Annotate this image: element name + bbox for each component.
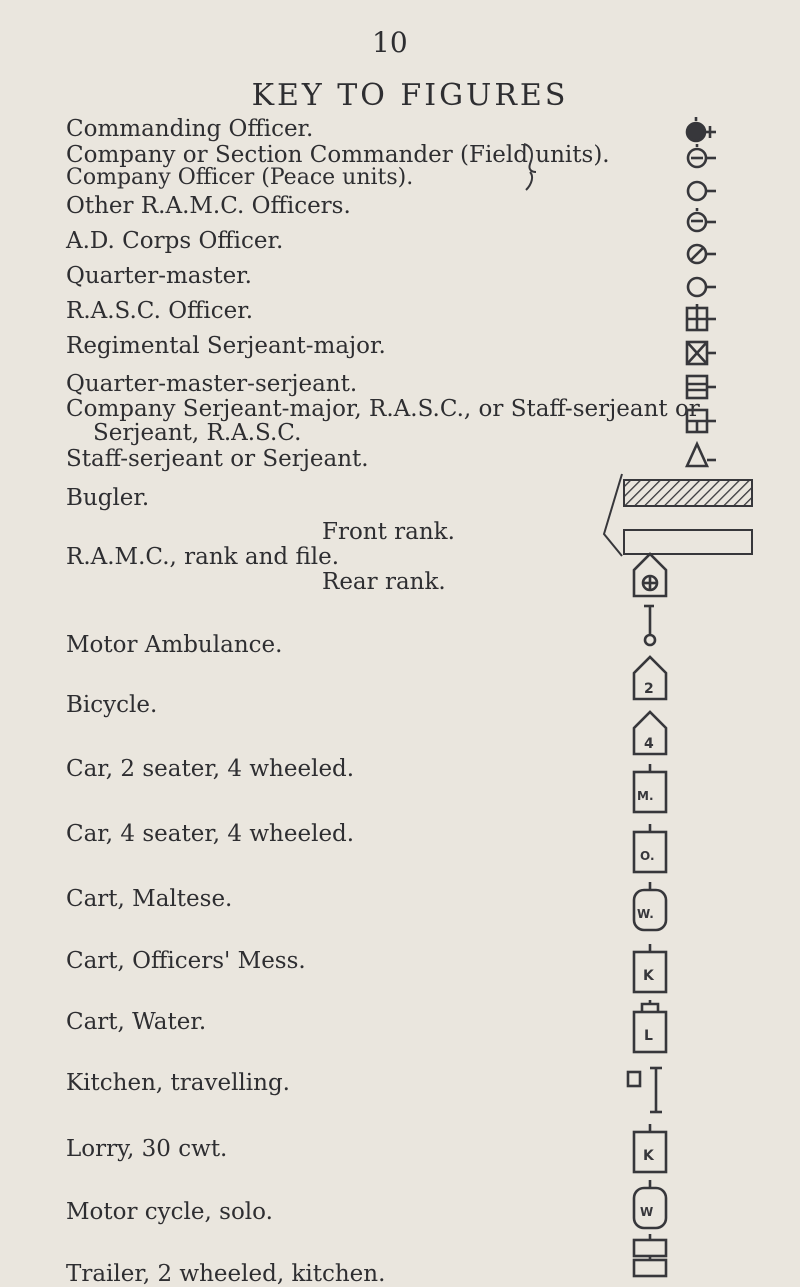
entry-commanding-officer: Commanding Officer.	[66, 116, 314, 142]
bicycle-icon	[634, 600, 664, 654]
front-rank-hatched-bar	[622, 478, 754, 514]
page-number: 10	[372, 26, 408, 59]
kitchen-travelling-letter: K	[643, 968, 654, 984]
lorry-letter: L	[644, 1028, 653, 1044]
entry-bugler: Bugler.	[66, 485, 150, 511]
entry-regimental-serjeant-major: Regimental Serjeant-major.	[66, 333, 386, 359]
entry-other-ramc-officers: Other R.A.M.C. Officers.	[66, 193, 351, 219]
entry-car-4-seater: Car, 4 seater, 4 wheeled.	[66, 821, 355, 847]
entry-motor-cycle: Motor cycle, solo.	[66, 1199, 273, 1225]
entry-cart-maltese: Cart, Maltese.	[66, 886, 233, 912]
entry-cart-officers-mess: Cart, Officers' Mess.	[66, 948, 306, 974]
cart-water-icon	[628, 882, 672, 938]
entry-ramc-rank-and-file: R.A.M.C., rank and file.	[66, 544, 340, 570]
entry-serjeant-rasc: Serjeant, R.A.S.C.	[93, 420, 302, 446]
car-2-seater-letter: 2	[644, 681, 654, 697]
rasc-officer-icon	[682, 272, 718, 306]
brace-icon	[522, 142, 542, 192]
motor-ambulance-icon	[628, 550, 672, 604]
cart-officers-mess-letter: O.	[640, 849, 655, 863]
quarter-master-icon	[682, 239, 718, 273]
ad-corps-officer-icon	[682, 207, 718, 241]
entry-rear-rank: Rear rank.	[322, 569, 446, 595]
cart-maltese-icon	[628, 764, 672, 820]
rank-bracket-icon	[600, 470, 624, 570]
trailer-water-letter: W	[640, 1205, 654, 1219]
trailer-water-icon	[628, 1180, 672, 1236]
cart-water-letter: W.	[637, 907, 654, 921]
ramc-officer-icon	[682, 176, 718, 210]
entry-quarter-master: Quarter-master.	[66, 263, 252, 289]
lorry-icon	[628, 1000, 672, 1060]
cart-maltese-letter: M.	[637, 789, 654, 803]
cart-officers-mess-icon	[628, 824, 672, 880]
kitchen-travelling-icon	[628, 944, 672, 1000]
quarter-master-serjeant-icon	[682, 338, 718, 372]
entry-quarter-master-serjeant: Quarter-master-serjeant.	[66, 371, 358, 397]
car-2-seater-icon	[628, 653, 672, 707]
page-title: KEY TO FIGURES	[251, 78, 569, 113]
entry-staff-serjeant: Staff-serjeant or Serjeant.	[66, 446, 369, 472]
entry-company-officer: Company Officer (Peace units).	[66, 165, 414, 190]
staff-serjeant-icon	[682, 406, 718, 440]
entry-cart-water: Cart, Water.	[66, 1009, 207, 1035]
regimental-serjeant-major-icon	[682, 304, 718, 338]
entry-company-commander: Company or Section Commander (Field units).	[66, 142, 610, 168]
entry-kitchen-travelling: Kitchen, travelling.	[66, 1070, 290, 1096]
entry-bicycle: Bicycle.	[66, 692, 158, 718]
car-4-seater-icon	[628, 708, 672, 762]
entry-rasc-officer: R.A.S.C. Officer.	[66, 298, 254, 324]
trailer-kitchen-letter: K	[643, 1148, 654, 1164]
entry-company-serjeant-major: Company Serjeant-major, R.A.S.C., or Staff-serjeant or	[66, 396, 700, 422]
entry-lorry: Lorry, 30 cwt.	[66, 1136, 228, 1162]
wagon-limbered-icon	[628, 1234, 672, 1280]
car-4-seater-letter: 4	[644, 736, 654, 752]
company-commander-icon	[682, 143, 718, 177]
entry-car-2-seater: Car, 2 seater, 4 wheeled.	[66, 756, 355, 782]
motor-cycle-icon	[626, 1066, 676, 1122]
trailer-kitchen-icon	[628, 1124, 672, 1180]
entry-trailer-kitchen: Trailer, 2 wheeled, kitchen.	[66, 1261, 386, 1287]
entry-front-rank: Front rank.	[322, 519, 455, 545]
company-serjeant-major-icon	[682, 372, 718, 406]
entry-ad-corps-officer: A.D. Corps Officer.	[66, 228, 284, 254]
entry-motor-ambulance: Motor Ambulance.	[66, 632, 283, 658]
bugler-icon	[682, 440, 718, 474]
